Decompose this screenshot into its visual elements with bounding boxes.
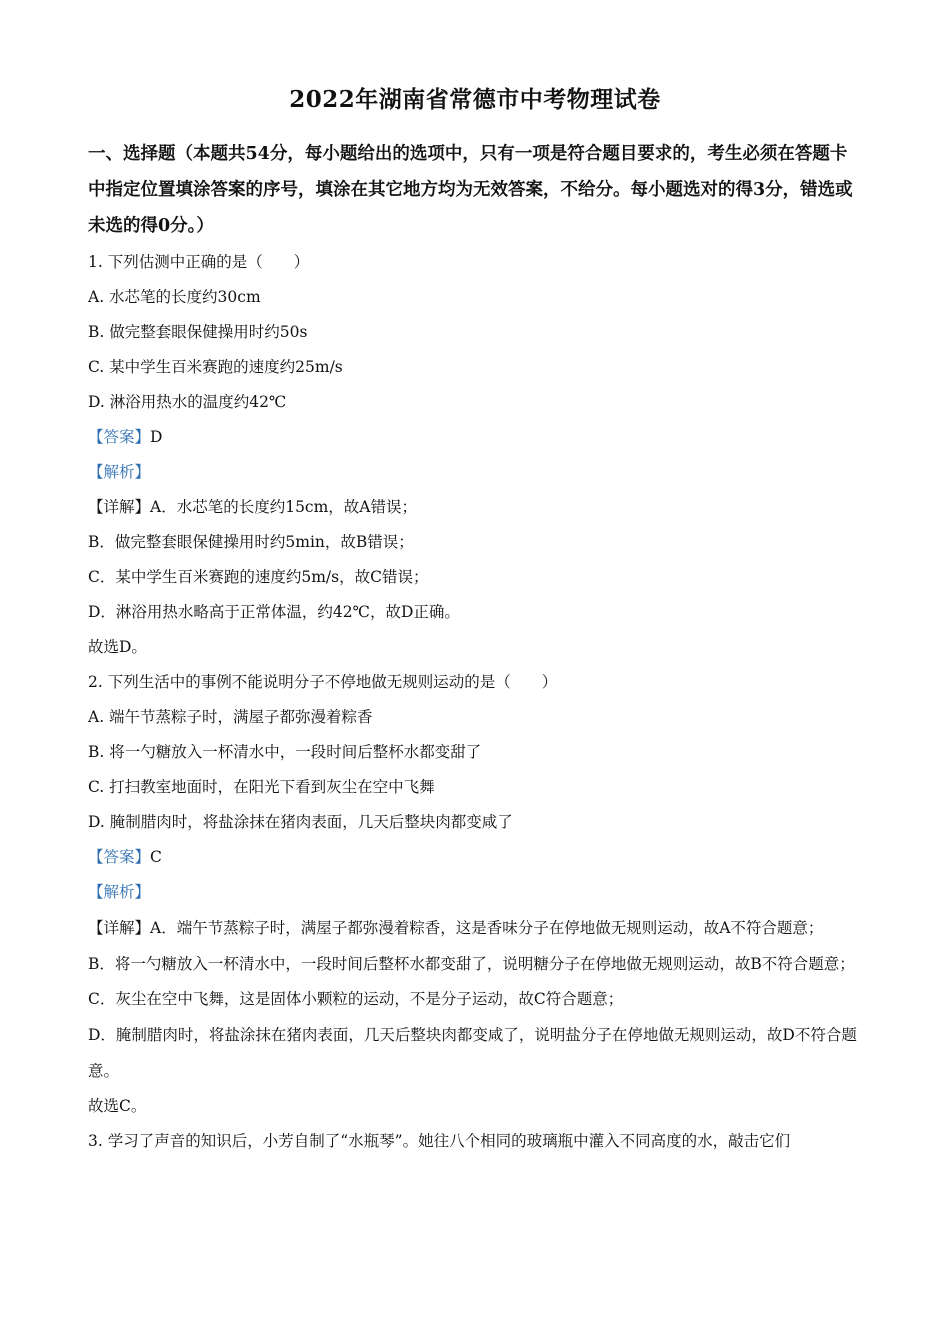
question-1-detail-b: B．做完整套眼保健操用时约5min，故B错误； [88, 533, 414, 551]
detail-label: 【详解】 [88, 919, 151, 937]
document-body [88, 245, 868, 1159]
question-1-detail-d: D．淋浴用热水略高于正常体温，约42℃，故D正确。 [88, 603, 460, 621]
question-2-detail-d: D．腌制腊肉时，将盐涂抹在猪肉表面，几天后整块肉都变咸了，说明盐分子在停地做无规则运动，故D不符合题意。 [88, 1026, 857, 1080]
question-2-stem: 2. 下列生活中的事例不能说明分子不停地做无规则运动的是（ ） [88, 673, 558, 691]
question-1-stem: 1. 下列估测中正确的是（ ） [88, 253, 310, 271]
answer-label: 【答案】 [88, 428, 151, 446]
answer-value: D [150, 428, 163, 446]
question-2-option-c: C. 打扫教室地面时，在阳光下看到灰尘在空中飞舞 [88, 778, 435, 796]
answer-value: C [150, 848, 162, 866]
question-1-option-b: B. 做完整套眼保健操用时约50s [88, 323, 308, 341]
question-1-answer [88, 420, 868, 455]
question-2-answer [88, 840, 868, 875]
page-title: 2022年湖南省常德市中考物理试卷 [289, 86, 661, 113]
question-2-conclusion: 故选C。 [88, 1097, 147, 1115]
question-2-detail-c: C．灰尘在空中飞舞，这是固体小颗粒的运动，不是分子运动，故C符合题意； [88, 990, 624, 1008]
question-1-conclusion: 故选D。 [88, 638, 147, 656]
question-2-option-a: A. 端午节蒸粽子时，满屋子都弥漫着粽香 [88, 708, 373, 726]
question-2-detail-a: 【详解】A．端午节蒸粽子时，满屋子都弥漫着粽香，这是香味分子在停地做无规则运动，故A不符合题意； [88, 919, 824, 937]
question-1-detail-c: C．某中学生百米赛跑的速度约5m/s，故C错误； [88, 568, 429, 586]
section-heading: 一、选择题（本题共54分，每小题给出的选项中，只有一项是符合题目要求的，考生必须在答题卡中指定位置填涂答案的序号，填涂在其它地方均为无效答案，不给分。每小题选对的得3分，错选或未选的得0分。） [88, 144, 853, 236]
question-3-stem: 3. 学习了声音的知识后，小芳自制了“水瓶琴”。她往八个相同的玻璃瓶中灌入不同高度的水，敲击它们 [88, 1132, 791, 1150]
question-1-analysis-label: 【解析】 [88, 463, 151, 481]
question-2-option-d: D. 腌制腊肉时，将盐涂抹在猪肉表面，几天后整块肉都变咸了 [88, 813, 513, 831]
question-2-analysis-label: 【解析】 [88, 883, 151, 901]
question-1-option-a: A. 水芯笔的长度约30cm [88, 288, 261, 306]
question-1-detail-a: 【详解】A．水芯笔的长度约15cm，故A错误； [88, 498, 418, 516]
detail-label: 【详解】 [88, 498, 151, 516]
question-1-option-d: D. 淋浴用热水的温度约42℃ [88, 393, 287, 411]
answer-label: 【答案】 [88, 848, 151, 866]
question-2-option-b: B. 将一勺糖放入一杯清水中，一段时间后整杯水都变甜了 [88, 743, 482, 761]
question-2-detail-b: B．将一勺糖放入一杯清水中，一段时间后整杯水都变甜了，说明糖分子在停地做无规则运动，故B不符合题意； [88, 955, 855, 973]
question-1-option-c: C. 某中学生百米赛跑的速度约25m/s [88, 358, 343, 376]
